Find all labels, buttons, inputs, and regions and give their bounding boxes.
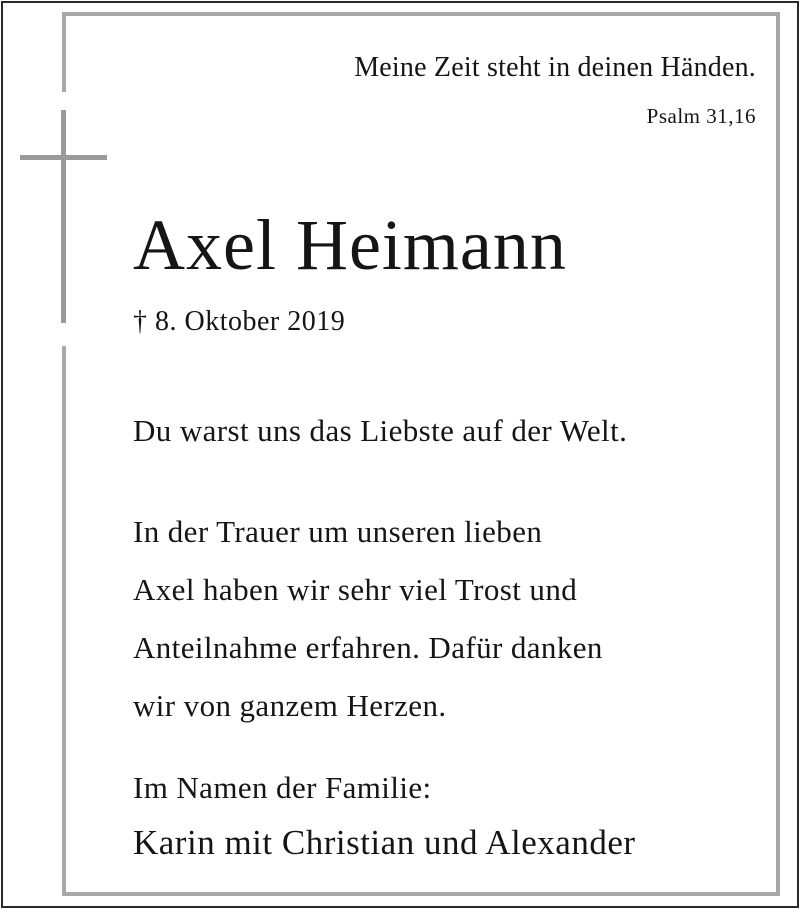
dagger-icon: † — [133, 306, 148, 337]
paragraph-line: wir von ganzem Herzen. — [133, 688, 447, 723]
deceased-name: Axel Heimann — [133, 205, 567, 285]
paragraph-line: In der Trauer um unseren lieben — [133, 514, 543, 549]
cross-vertical-bar — [61, 110, 66, 323]
family-names: Karin mit Christian und Alexander — [133, 823, 636, 862]
message-line: Du warst uns das Liebste auf der Welt. — [133, 413, 628, 448]
cross-horizontal-bar — [20, 155, 107, 160]
family-intro: Im Namen der Familie: — [133, 770, 432, 805]
thanks-paragraph — [133, 503, 603, 735]
paragraph-line: Anteilnahme erfahren. Dafür danken — [133, 630, 603, 665]
verse-reference: Psalm 31,16 — [646, 104, 756, 128]
death-date-line — [133, 306, 345, 338]
death-date: 8. Oktober 2019 — [155, 306, 346, 337]
paragraph-line: Axel haben wir sehr viel Trost und — [133, 572, 578, 607]
bible-verse: Meine Zeit steht in deinen Händen. — [354, 52, 756, 83]
inner-frame — [62, 12, 780, 896]
